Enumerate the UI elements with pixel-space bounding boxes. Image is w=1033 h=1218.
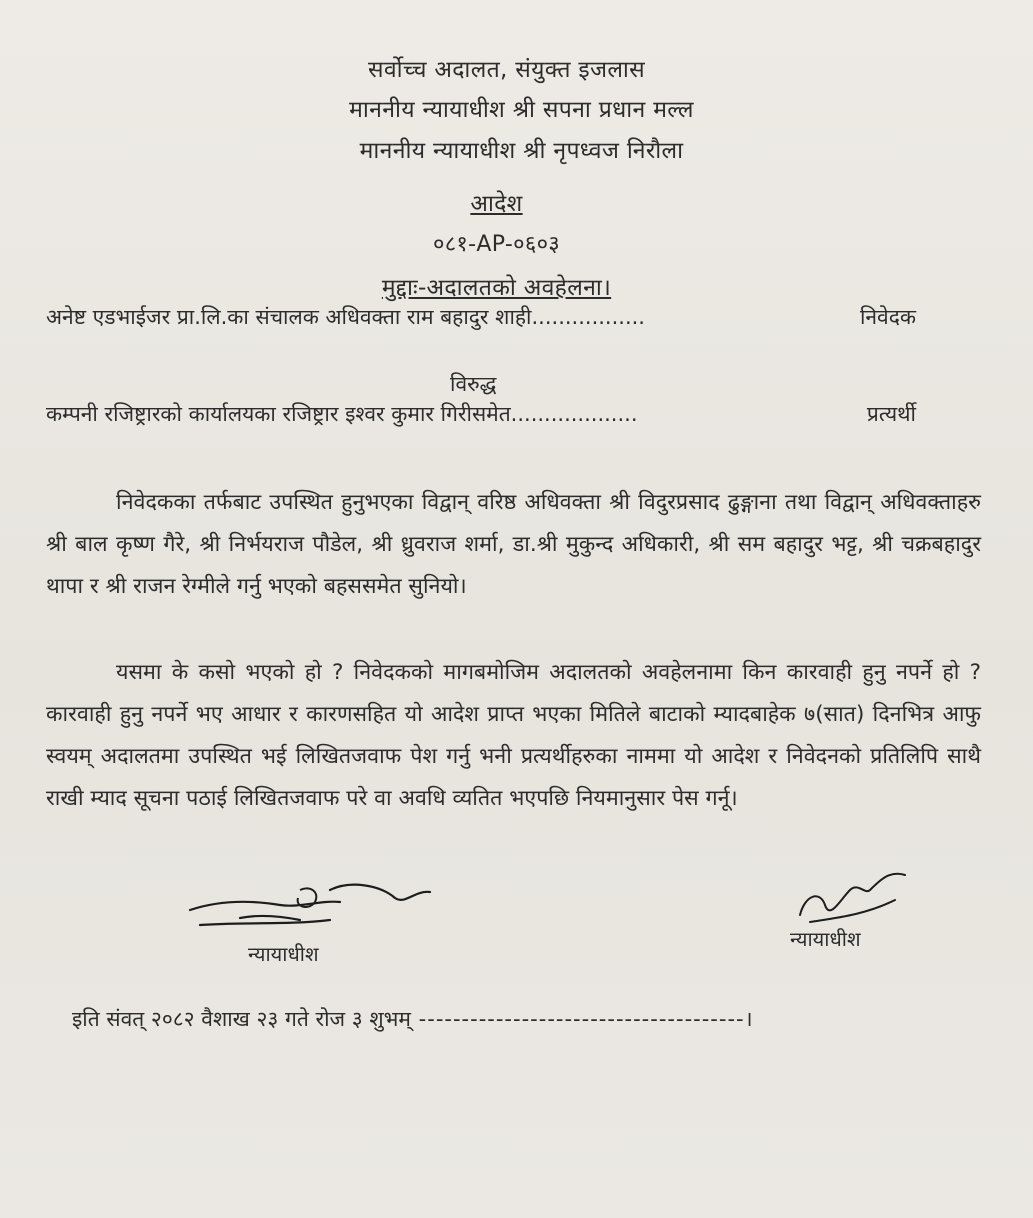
judge-line-2: माननीय न्यायाधीश श्री नृपध्वज निरौला [359, 138, 684, 164]
closing-dashes: --------------------------------------। [410, 1007, 754, 1031]
petitioner-role: निवेदक [859, 305, 916, 329]
versus-label: विरुद्ध [450, 372, 497, 396]
respondent-name: कम्पनी रजिष्ट्रारको कार्यालयका रजिष्ट्रार इश्वर कुमार गिरीसमेत................... [46, 402, 638, 426]
case-subject: मुद्दाः-अदालतको अवहेलना। [381, 275, 612, 301]
right-judge-label: न्यायाधीश [790, 927, 861, 951]
order-paragraph-1: निवेदकका तर्फबाट उपस्थित हुनुभएका विद्वान् वरिष्ठ अधिवक्ता श्री विदुरप्रसाद ढुङ्गाना तथा विद्वान् अधिवक्ताहरु श्री बाल कृष्ण गैरे, श्री निर्भयराज पौडेल, श्री ध्रुवराज शर्मा, डा.श्री मुकुन्द अधिकारी, श्री सम बहादुर भट्ट, श्री चक्रबहादुर थापा र श्री राजन रेग्मीले गर्नु भएको बहससमेत सुनियो। [46, 490, 981, 599]
right-signature-mark [780, 860, 930, 935]
left-judge-label: न्यायाधीश [248, 942, 319, 966]
document-type: आदेश [470, 191, 523, 217]
closing-line [72, 1005, 754, 1033]
left-signature-mark [180, 870, 460, 940]
order-paragraph-2: यसमा के कसो भएको हो ? निवेदकको मागबमोजिम अदालतको अवहेलनामा किन कारवाही हुनु नपर्ने हो ? कारवाही हुनु नपर्ने भए आधार र कारणसहित यो आदेश प्राप्त भएका मितिले बाटाको म्यादबाहेक ७(सात) दिनभित्र आफु स्वयम् अदालतमा उपस्थित भई लिखितजवाफ पेश गर्नु भनी प्रत्यर्थीहरुका नाममा यो आदेश र निवेदनको प्रतिलिपि साथै राखी म्याद सूचना पठाई लिखितजवाफ परे वा अवधि व्यतित भएपछि नियमानुसार पेस गर्नू। [46, 660, 982, 811]
respondent-role: प्रत्यर्थी [866, 402, 916, 426]
petitioner-name: अनेष्ट एडभाईजर प्रा.लि.का संचालक अधिवक्ता राम बहादुर शाही................. [46, 305, 645, 329]
case-number: ०८१-AP-०६०३ [432, 232, 561, 257]
judge-line-1: माननीय न्यायाधीश श्री सपना प्रधान मल्ल [349, 97, 694, 123]
closing-text: इति संवत् २०८२ वैशाख २३ गते रोज ३ शुभम् [72, 1007, 411, 1031]
court-title: सर्वोच्च अदालत, संयुक्त इजलास [367, 57, 646, 83]
